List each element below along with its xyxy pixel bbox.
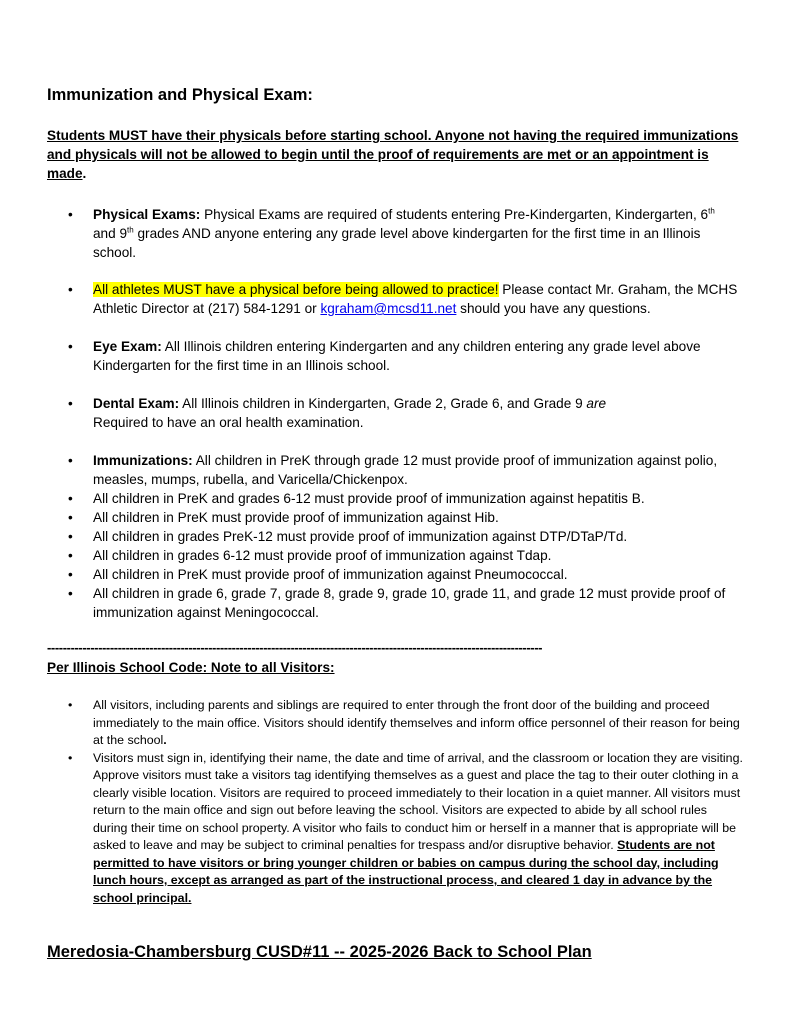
physical-exams-list: [0, 205, 791, 262]
physical-exams-label: Physical Exams:: [93, 207, 201, 222]
bullet-icon: •: [68, 698, 73, 712]
bullet-icon: •: [68, 586, 73, 601]
intro-period: .: [82, 166, 87, 181]
list-item: [0, 489, 791, 508]
bullet-icon: •: [68, 491, 73, 506]
visitors-policy-text: Students are not permitted to have visitors or bring younger children or babies on campus during the school day, including lunch hours, except as arranged as part of the instructional process, and cleared 1 day in advance by the school principal.: [93, 838, 719, 905]
bullet-icon: •: [68, 548, 73, 563]
visitors-item-period: .: [163, 733, 167, 747]
dental-exam-text: All Illinois children in Kindergarten, Grade 2, Grade 6, and Grade 9: [179, 396, 587, 411]
list-item: [0, 280, 791, 318]
dental-exam-text: Required to have an oral health examination.: [93, 415, 364, 430]
list-item: [0, 546, 791, 565]
eye-exam-text: All Illinois children entering Kindergarten and any children entering any grade level above Kindergarten for the first time in an Illinois school.: [93, 339, 701, 373]
intro-paragraph: [47, 126, 747, 183]
bullet-icon: •: [68, 750, 73, 765]
list-item: [0, 565, 791, 584]
intro-text: Students MUST have their physicals before starting school. Anyone not having the required immunizations and physicals will not be allowed to begin until the proof of requirements are met or an appointment is made: [47, 128, 739, 181]
athletes-text: Please contact Mr. Graham, the MCHS Athletic Director at (217) 584-1291 or: [93, 282, 738, 316]
eye-exam-label: Eye Exam:: [93, 339, 162, 354]
physical-exams-text: and 9: [93, 226, 128, 241]
bullet-icon: •: [68, 339, 73, 354]
physical-exams-text: Physical Exams are required of students entering Pre-Kindergarten, Kindergarten, 6: [200, 207, 709, 222]
immunizations-label: Immunizations:: [93, 453, 193, 468]
dental-exam-label: Dental Exam:: [93, 396, 180, 411]
athletes-list: [0, 280, 791, 318]
email-link[interactable]: kgraham@mcsd11.net: [320, 301, 457, 316]
bullet-icon: •: [68, 453, 73, 468]
bullet-icon: •: [68, 282, 73, 297]
footer-heading: Meredosia-Chambersburg CUSD#11 -- 2025-2026 Back to School Plan: [47, 943, 592, 961]
list-item: [0, 584, 791, 622]
visitors-item-text: All visitors, including parents and siblings are required to enter through the front door of the building and proceed immediately to the main office. Visitors should identify themselves and inform office personnel of their reason for being at the school: [93, 698, 740, 747]
dental-exam-list: [0, 394, 791, 432]
bullet-icon: •: [68, 510, 73, 525]
divider-line: ------------------------------------------------------------------------------------------------------------------------------: [47, 640, 543, 655]
list-item: [0, 451, 791, 489]
immunization-item-text: All children in PreK must provide proof of immunization against Hib.: [93, 510, 499, 525]
athletes-text: should you have any questions.: [456, 301, 651, 316]
bullet-icon: •: [68, 207, 73, 222]
physical-exams-text: grades AND anyone entering any grade level above kindergarten for the first time in an Illinois school.: [93, 226, 701, 260]
list-item: [0, 508, 791, 527]
immunization-item-text: All children in grades PreK-12 must provide proof of immunization against DTP/DTaP/Td.: [93, 529, 628, 544]
ordinal-suffix: th: [708, 206, 715, 216]
ordinal-suffix: th: [127, 225, 134, 235]
list-item: [0, 205, 791, 262]
bullet-icon: •: [68, 529, 73, 544]
list-item: [0, 697, 791, 750]
bullet-icon: •: [68, 567, 73, 582]
dental-exam-italic: are: [586, 396, 607, 411]
visitors-list: [0, 697, 791, 907]
immunization-item-text: All children in PreK and grades 6-12 must provide proof of immunization against hepatitis B.: [93, 491, 645, 506]
immunization-item-text: All children in PreK must provide proof of immunization against Pneumococcal.: [93, 567, 568, 582]
visitors-heading: Per Illinois School Code: Note to all Visitors:: [47, 660, 335, 675]
visitors-item-text: Visitors must sign in, identifying their name, the date and time of arrival, and the classroom or location they are visiting. Approve visitors must take a visitors tag identifying themselves as a guest and place the tag to their outer clothing in a clearly visible location. Visitors are required to proceed immediately to their location in a quiet manner. All visitors must return to the main office and sign out before leaving the school. Visitors are expected to abide by all school rules during their time on school property. A visitor who fails to conduct him or herself in a manner that is appropriate will be asked to leave and may be subject to criminal penalties for trespass and/or disruptive behavior.: [93, 750, 743, 852]
immunization-item-text: All children in grades 6-12 must provide proof of immunization against Tdap.: [93, 548, 552, 563]
immunizations-text: All children in PreK through grade 12 must provide proof of immunization against polio, measles, mumps, rubella, and Varicella/Chickenpox.: [93, 453, 718, 487]
immunization-item-text: All children in grade 6, grade 7, grade 8, grade 9, grade 10, grade 11, and grade 12 must provide proof of immunization against Meningococcal.: [93, 586, 726, 620]
list-item: [0, 337, 791, 375]
athletes-highlight: All athletes MUST have a physical before being allowed to practice!: [93, 282, 499, 297]
bullet-icon: •: [68, 396, 73, 411]
list-item: [0, 527, 791, 546]
section-heading: Immunization and Physical Exam:: [47, 86, 313, 104]
eye-exam-list: [0, 337, 791, 375]
list-item: [0, 750, 791, 908]
immunizations-list: [0, 451, 791, 622]
list-item: [0, 394, 791, 432]
